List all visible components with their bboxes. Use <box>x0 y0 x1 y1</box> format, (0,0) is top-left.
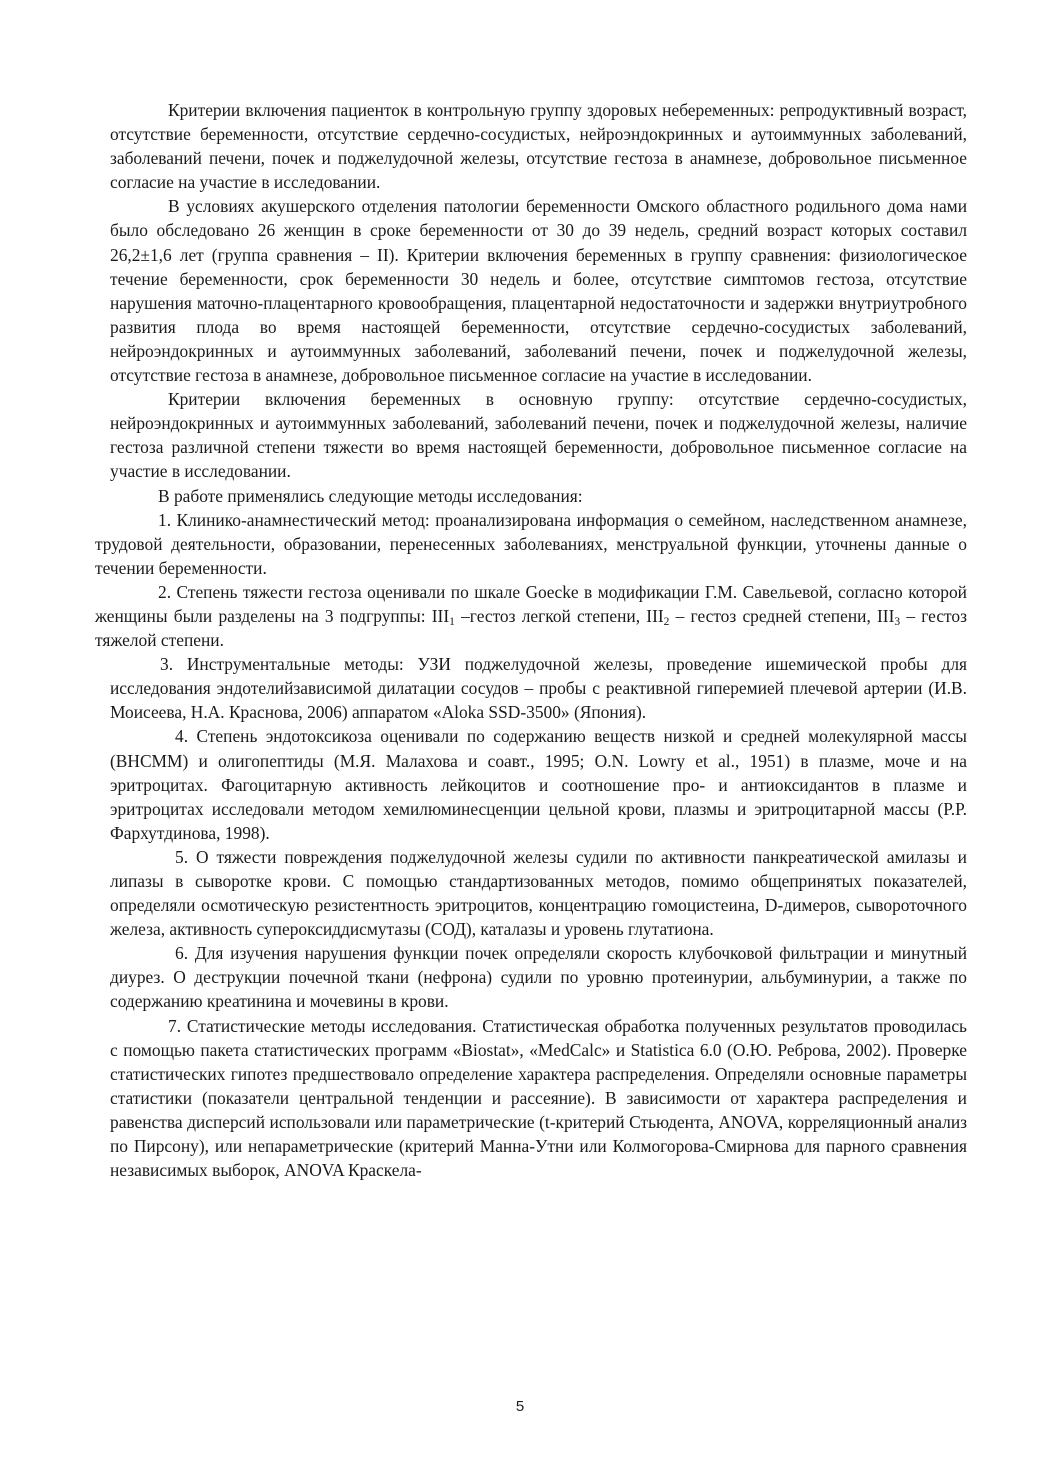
subscript-index: 3 <box>894 615 901 628</box>
paragraph-method-3: 3. Инструментальные методы: УЗИ поджелудочной железы, проведение ишемической пробы для исследования эндотелийзависимой дилатации сосудов – пробы с реактивной гиперемией плечевой артерии (И.В. Моисеева, Н.А. Краснова, 2006) аппаратом «Aloka SSD-3500» (Япония). <box>110 654 967 723</box>
paragraph-comparison-group: В условиях акушерского отделения патологии беременности Омского областного родильного дома нами было обследовано 26 женщин в сроке беременности от 30 до 39 недель, средний возраст которых составил 26,2±1,6 лет (группа сравнения – II). Критерии включения беременных в группу сравнения: физиологическое течение беременности, срок беременности 30 недель и более, отсутствие симптомов гестоза, отсутствие нарушения маточно-плацентарного кровообращения, плацентарной недостаточности и задержки внутриутробного развития плода во время настоящей беременности, отсутствие сердечно-сосудистых заболеваний, нейроэндокринных и аутоиммунных заболеваний, заболеваний печени, почек и поджелудочной железы, отсутствие гестоза в анамнезе, добровольное письменное согласие на участие в исследовании. <box>110 196 967 386</box>
paragraph-control-group-criteria: Критерии включения пациенток в контрольную группу здоровых небеременных: репродуктивный возраст, отсутствие беременности, отсутствие сердечно-сосудистых, нейроэндокринных и аутоиммунных заболеваний, заболеваний печени, почек и поджелудочной железы, отсутствие гестоза в анамнезе, добровольное письменное согласие на участие в исследовании. <box>110 100 967 193</box>
document-page <box>0 98 1040 1182</box>
subscript-index: 2 <box>663 615 670 628</box>
paragraph-main-group-criteria: Критерии включения беременных в основную группу: отсутствие сердечно-сосудистых, нейроэндокринных и аутоиммунных заболеваний, заболеваний печени, почек и поджелудочной железы, наличие гестоза различной степени тяжести во время настоящей беременности, добровольное письменное согласие на участие в исследовании. <box>110 389 967 482</box>
paragraph-method-1: 1. Клинико-анамнестический метод: проанализирована информация о семейном, наследственном анамнезе, трудовой деятельности, образовании, перенесенных заболеваниях, менструальной функции, уточнены данные о течении беременности. <box>95 509 967 578</box>
paragraph-method-2: 2. Степень тяжести гестоза оценивали по шкале Goecke в модификации Г.М. Савельевой, согласно которой женщины были разделены на 3 подгруппы: $III_1$ –гестоз легкой степени, $III_2$ – гестоз средней степени, $III_3$ – гестоз тяжелой степени. <box>95 581 967 651</box>
paragraph-methods-intro: В работе применялись следующие методы исследования: <box>158 485 583 506</box>
page-number: 5 <box>515 1398 525 1415</box>
subscript-index: 1 <box>449 615 455 628</box>
paragraph-method-6: 6. Для изучения нарушения функции почек определяли скорость клубочковой фильтрации и минутный диурез. О деструкции почечной ткани (нефрона) судили по уровню протеинурии, альбуминурии, а также по содержанию креатинина и мочевины в крови. <box>110 943 967 1012</box>
paragraph-method-4: 4. Степень эндотоксикоза оценивали по содержанию веществ низкой и средней молекулярной массы (ВНСММ) и олигопептиды (М.Я. Малахова и соавт., 1995; O.N. Lowry et al., 1951) в плазме, моче и на эритроцитах. Фагоцитарную активность лейкоцитов и соотношение про- и антиоксидантов в плазме и эритроцитах исследовали методом хемилюминесценции цельной крови, плазмы и эритроцитарной массы (Р.Р. Фархутдинова, 1998). <box>110 726 967 843</box>
paragraph-method-5: 5. О тяжести повреждения поджелудочной железы судили по активности панкреатической амилазы и липазы в сыворотке крови. С помощью стандартизованных методов, помимо общепринятых показателей, определяли осмотическую резистентность эритроцитов, концентрацию гомоцистеина, D-димеров, сывороточного железа, активность супероксиддисмутазы (СОД), каталазы и уровень глутатиона. <box>110 846 967 940</box>
paragraph-method-7: 7. Статистические методы исследования. Статистическая обработка полученных результатов проводилась с помощью пакета статистических программ «Biostat», «MedCalc» и Statistica 6.0 (О.Ю. Реброва, 2002). Проверке статистических гипотез предшествовало определение характера распределения. Определяли основные параметры статистики (показатели центральной тенденции и рассеяние). В зависимости от характера распределения и равенства дисперсий использовали или параметрические (t-критерий Стьюдента, ANOVA, корреляционный анализ по Пирсону), или непараметрические (критерий Манна-Утни или Колмогорова-Смирнова для парного сравнения независимых выборок, ANOVA Краскела- <box>110 1015 967 1181</box>
